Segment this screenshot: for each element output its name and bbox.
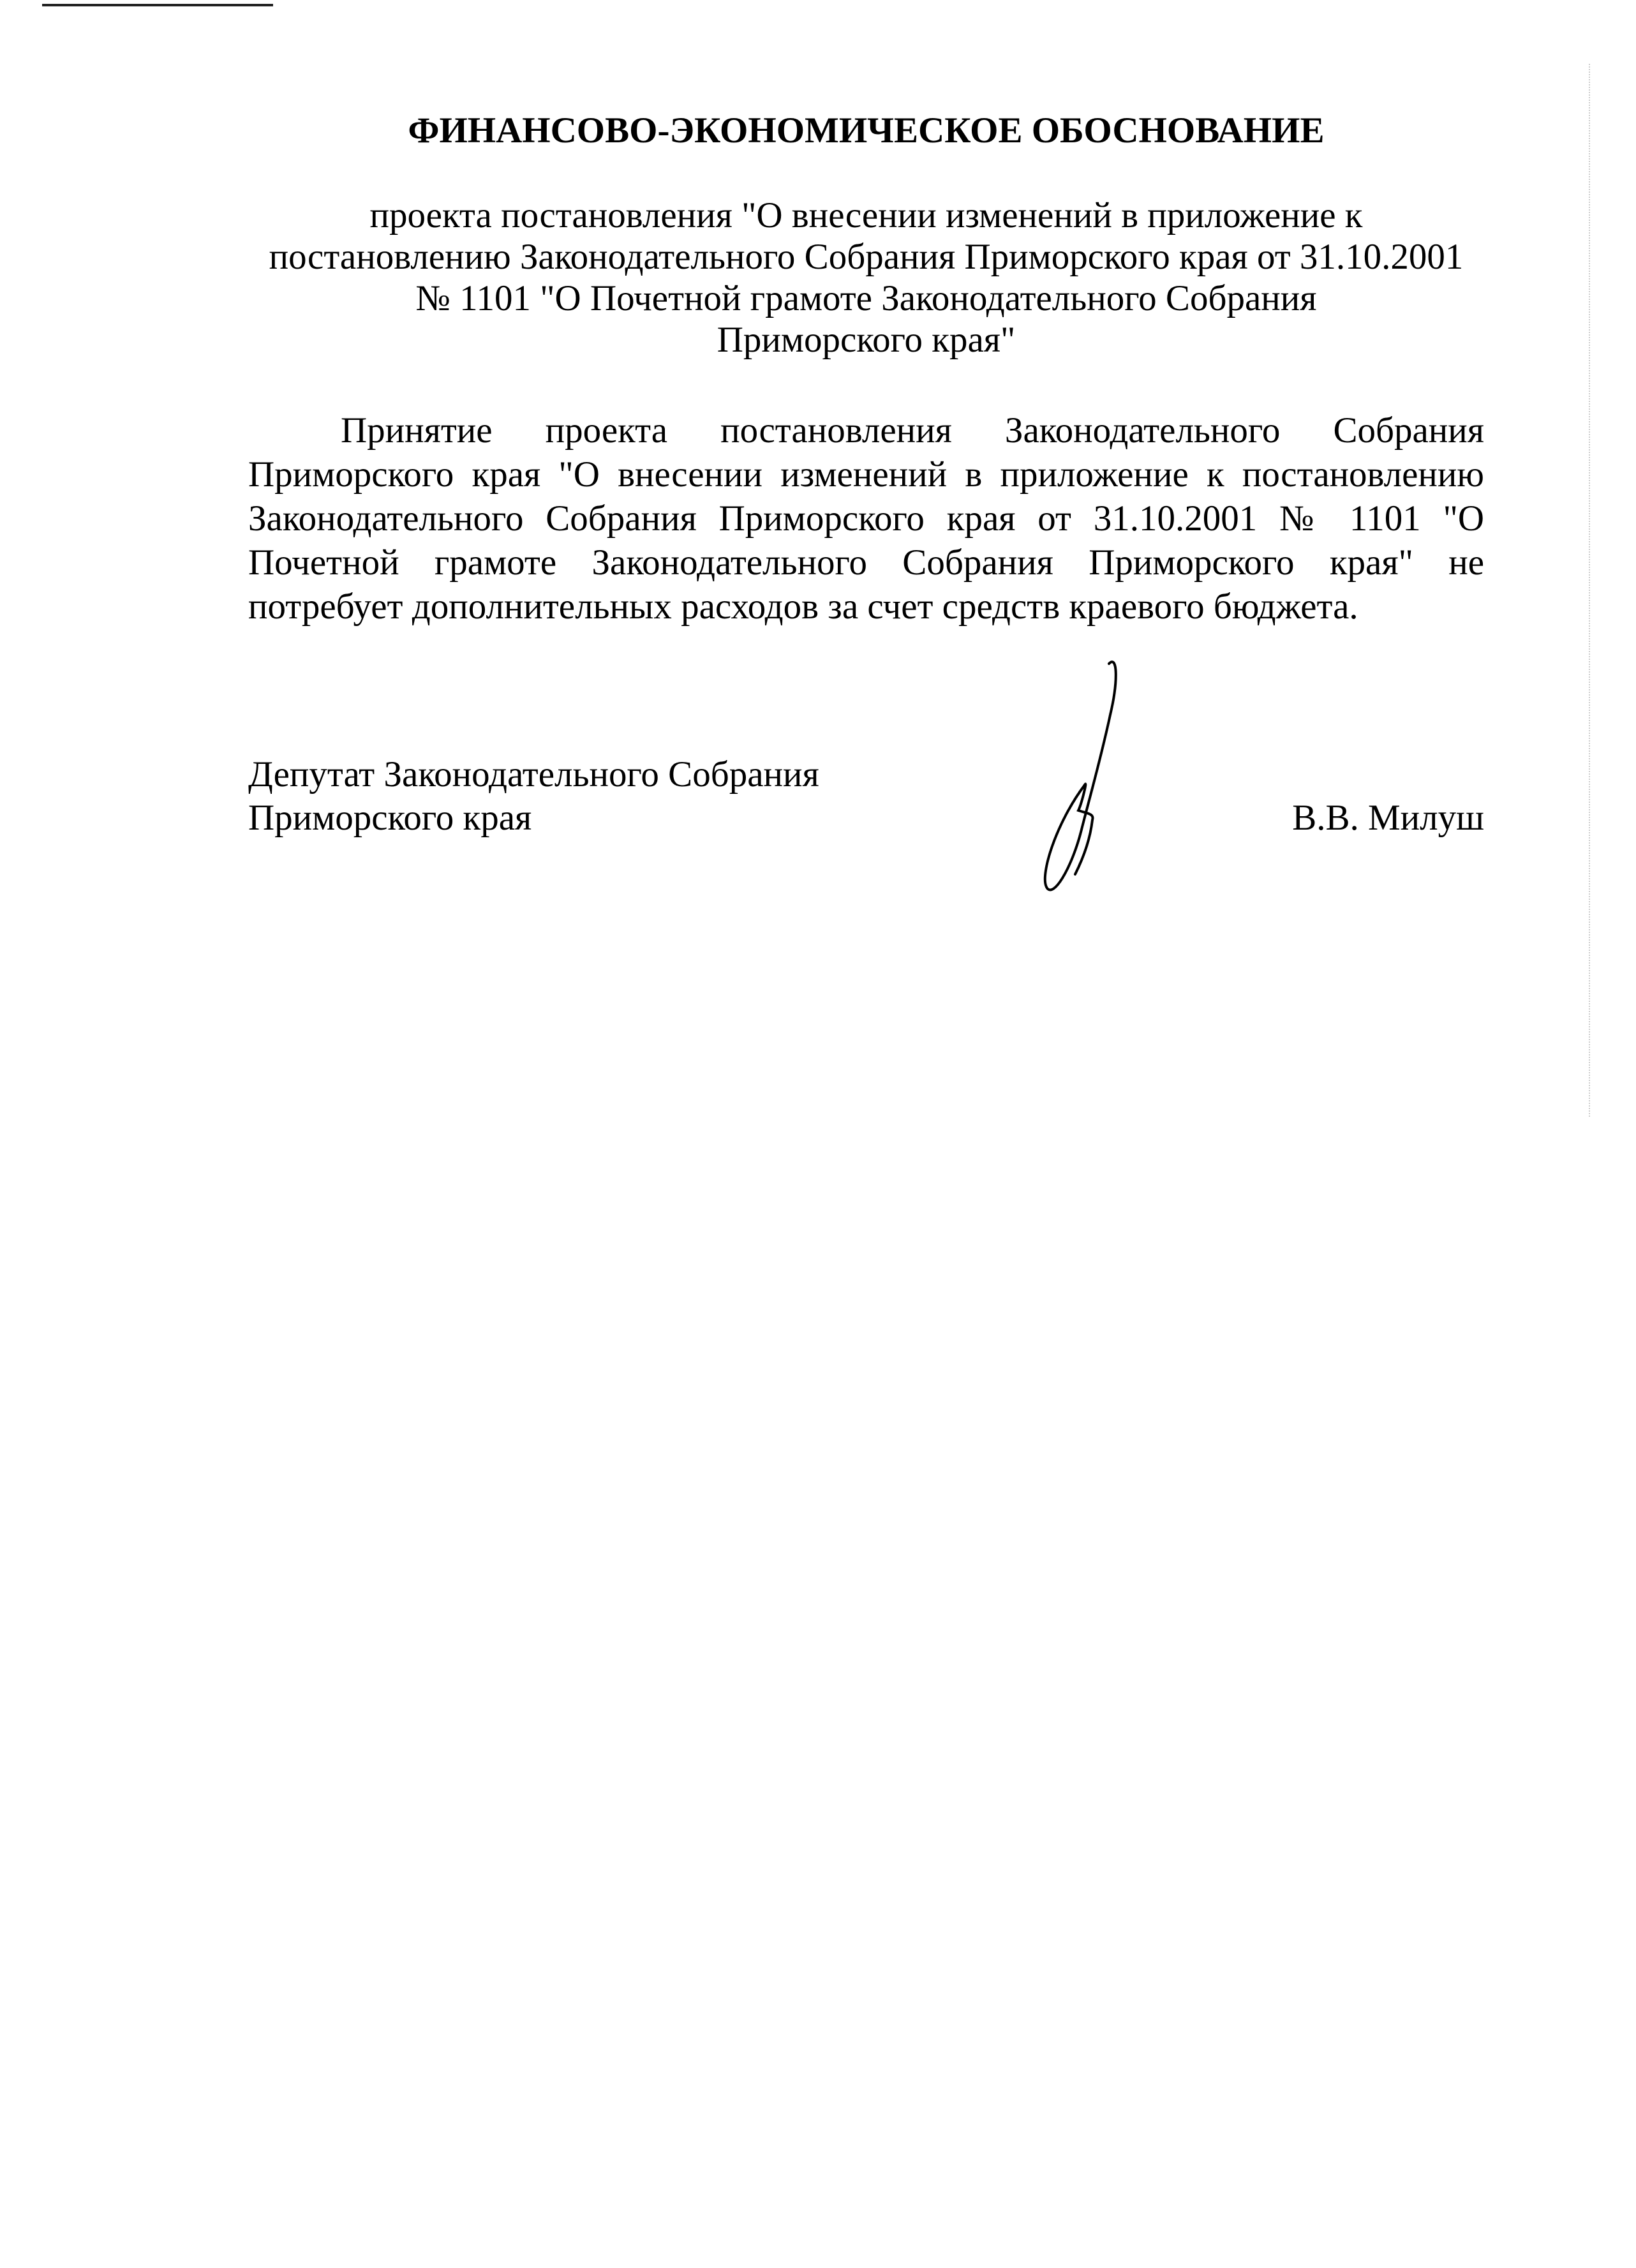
subject-line: Приморского края" xyxy=(717,320,1016,360)
body-paragraph: Принятие проекта постановления Законодательного Собрания Приморского края "О внесении изменений в приложение к постановлению Законодательного Собрания Приморского края от 31.10.2001 № 1101 "О Почетной грамоте Законодательного Собрания Приморского края" не потребует дополнительных расходов за счет средств краевого бюджета. xyxy=(248,410,1484,627)
top-border-line xyxy=(42,4,273,6)
subject-line: постановлению Законодательного Собрания Приморского края от 31.10.2001 xyxy=(269,237,1464,277)
document-title: ФИНАНСОВО-ЭКОНОМИЧЕСКОЕ ОБОСНОВАНИЕ xyxy=(408,110,1325,151)
subject-line: № 1101 "О Почетной грамоте Законодательного Собрания xyxy=(415,278,1317,318)
position-line: Приморского края xyxy=(248,798,532,838)
signatory-name: В.В. Милуш xyxy=(1292,798,1484,838)
signatory-position xyxy=(248,753,819,840)
position-line: Депутат Законодательного Собрания xyxy=(248,754,819,795)
document-subject xyxy=(248,195,1484,361)
scan-edge-artifact xyxy=(1589,64,1599,1117)
handwritten-signature xyxy=(951,657,1136,900)
subject-line: проекта постановления "О внесении изменений в приложение к xyxy=(369,195,1363,235)
